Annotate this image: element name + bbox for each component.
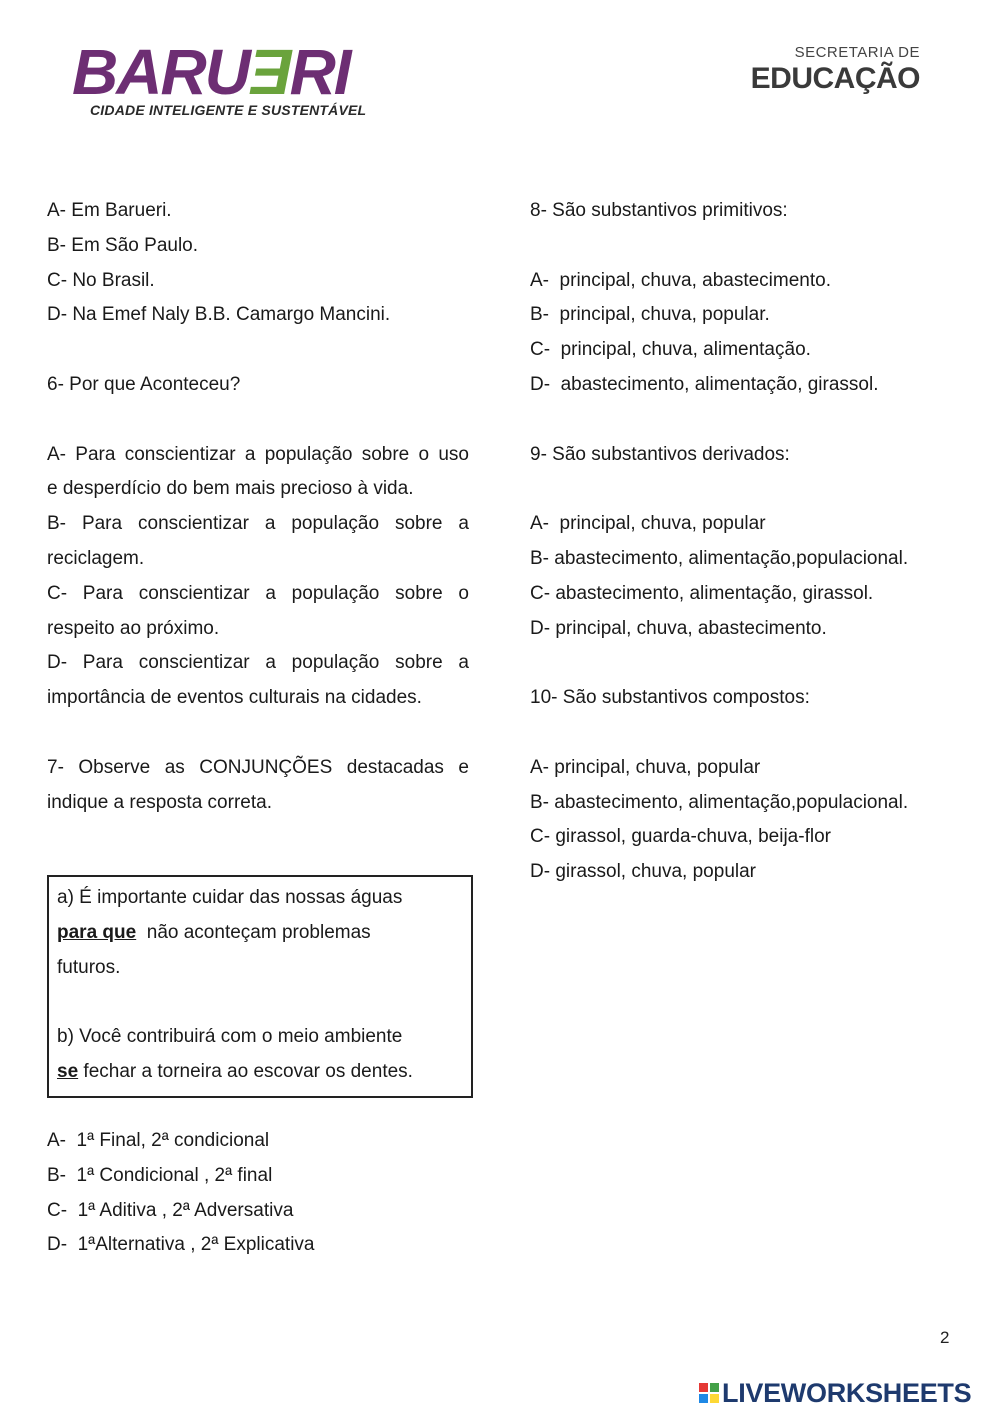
logo-word-right: RI — [289, 36, 350, 108]
page-number: 2 — [940, 1328, 950, 1347]
q6-question: 6- Por que Aconteceu? — [47, 373, 241, 395]
q10-option-b: B- abastecimento, alimentação,populacional. — [530, 791, 909, 813]
q10-option-c: C- girassol, guarda-chuva, beija-flor — [530, 826, 831, 848]
q9-option-c: C- abastecimento, alimentação, girassol. — [530, 582, 874, 604]
box-a-line2 — [57, 916, 463, 951]
icon-square-2 — [709, 1382, 720, 1393]
logo-tagline: CIDADE INTELIGENTE E SUSTENTÁVEL — [90, 102, 367, 118]
q6-option-b-line2: reciclagem. — [47, 547, 145, 569]
q7-option-d: D- 1ªAlternativa , 2ª Explicativa — [47, 1234, 315, 1256]
right-column — [530, 194, 950, 890]
conjunction-box — [47, 875, 473, 1098]
q8-option-d: D- abastecimento, alimentação, girassol. — [530, 373, 879, 395]
q5-option-c: C- No Brasil. — [47, 269, 155, 291]
secretaria-line1: SECRETARIA DE — [794, 44, 920, 61]
q7-option-c: C- 1ª Aditiva , 2ª Adversativa — [47, 1199, 294, 1221]
q8-question: 8- São substantivos primitivos: — [530, 200, 788, 221]
q5-option-b: B- Em São Paulo. — [47, 234, 199, 256]
left-column — [47, 194, 469, 1263]
q6-option-c-line2: respeito ao próximo. — [47, 617, 220, 639]
logo-word-left: BARU — [72, 36, 249, 108]
q7-option-b: B- 1ª Condicional , 2ª final — [47, 1164, 273, 1186]
q6-option-a-line1: A- Para conscientizar a população sobre o uso — [47, 443, 469, 465]
box-a-line1: a) É importante cuidar das nossas águas — [57, 887, 403, 909]
q9-option-d: D- principal, chuva, abastecimento. — [530, 617, 827, 639]
icon-square-1 — [698, 1382, 709, 1393]
q9-question: 9- São substantivos derivados: — [530, 443, 790, 465]
q6-option-c-line1: C- Para conscientizar a população sobre o — [47, 582, 469, 604]
q5-option-d: D- Na Emef Naly B.B. Camargo Mancini. — [47, 304, 391, 326]
liveworksheets-text: LIVEWORKSHEETS — [722, 1378, 972, 1408]
q9-option-b: B- abastecimento, alimentação,populacional. — [530, 547, 909, 569]
logo-wordmark — [72, 36, 350, 108]
box-b-line2 — [57, 1055, 463, 1090]
q9-option-a: A- principal, chuva, popular — [530, 513, 766, 535]
q10-question: 10- São substantivos compostos: — [530, 687, 810, 709]
liveworksheets-logo[interactable] — [698, 1375, 971, 1411]
q7-option-a: A- 1ª Final, 2ª condicional — [47, 1129, 270, 1151]
q6-option-d-line2: importância de eventos culturais na cidades. — [47, 687, 422, 709]
liveworksheets-icon — [698, 1382, 720, 1404]
q8-option-c: C- principal, chuva, alimentação. — [530, 339, 811, 361]
q8-option-a: A- principal, chuva, abastecimento. — [530, 269, 831, 291]
box-a-line2-rest: não aconteçam problemas — [136, 921, 371, 943]
box-b-line2-rest: fechar a torneira ao escovar os dentes. — [78, 1061, 413, 1083]
q6-option-d-line1: D- Para conscientizar a população sobre a — [47, 652, 469, 674]
barueri-logo — [72, 36, 392, 122]
q10-option-a: A- principal, chuva, popular — [530, 756, 761, 778]
logo-e-mark: Ǝ — [248, 36, 290, 108]
box-a-line3: futuros. — [57, 956, 121, 978]
icon-square-4 — [709, 1393, 720, 1404]
secretaria-logo — [751, 44, 920, 96]
q6-option-b-line1: B- Para conscientizar a população sobre a — [47, 513, 469, 535]
q7-question-line2: indique a resposta correta. — [47, 791, 272, 813]
secretaria-line2: EDUCAÇÃO — [750, 62, 920, 95]
box-b-line1: b) Você contribuirá com o meio ambiente — [57, 1026, 403, 1048]
conjunction-para-que: para que — [57, 921, 137, 943]
q10-option-d: D- girassol, chuva, popular — [530, 861, 756, 883]
conjunction-se: se — [57, 1061, 79, 1083]
q7-options — [47, 1124, 469, 1263]
q7-question-line1: 7- Observe as CONJUNÇÕES destacadas e — [47, 756, 469, 778]
icon-square-3 — [698, 1393, 709, 1404]
q6-option-a-line2: e desperdício do bem mais precioso à vida. — [47, 478, 414, 500]
q8-option-b: B- principal, chuva, popular. — [530, 304, 770, 326]
q5-option-a: A- Em Barueri. — [47, 200, 172, 221]
